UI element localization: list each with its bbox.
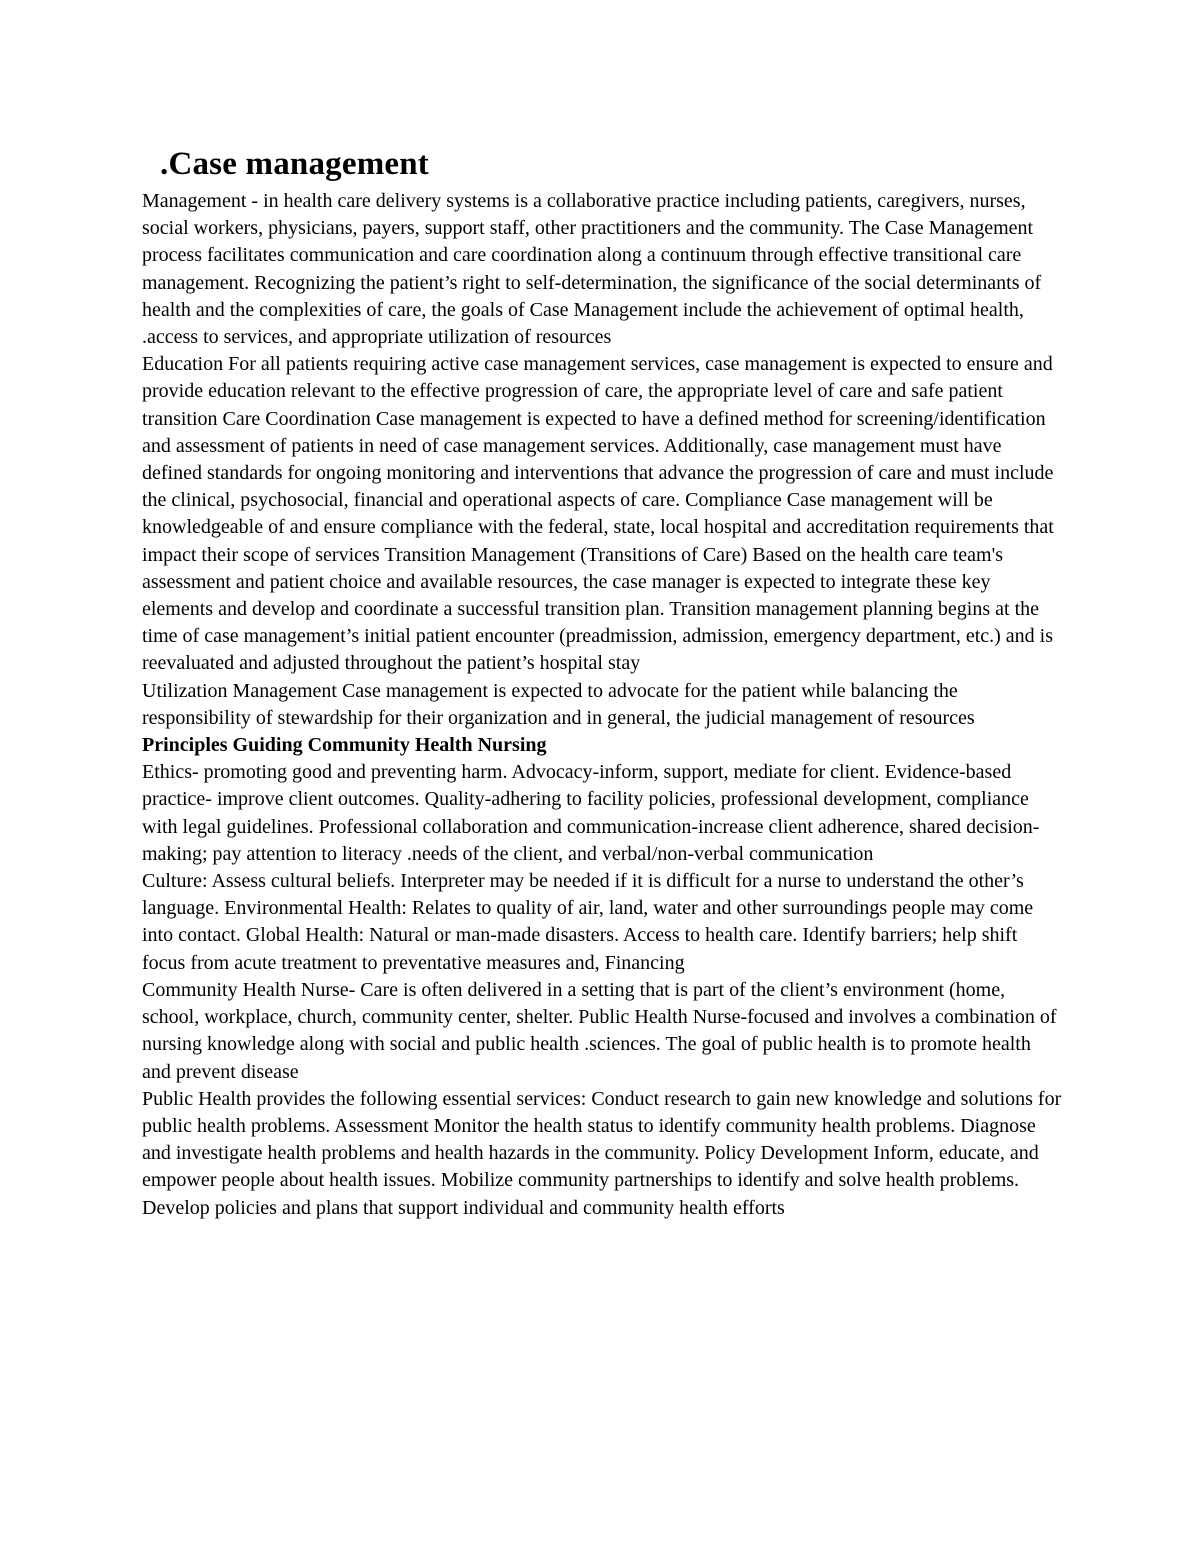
paragraph-public-health-services: Public Health provides the following essential services: Conduct research to gain new knowledge and solutions for public health problems. Assessment Monitor the health status to identify community health problems. Diagnose and investigate health problems and health hazards in the community. Policy Development Inform, educate, and empower people about health issues. Mobilize community partnerships to identify and solve health problems. Develop policies and plans that support individual and community health efforts	[142, 1087, 1062, 1219]
paragraph-community-health-nurse: Community Health Nurse- Care is often delivered in a setting that is part of the client’s environment (home, school, workplace, church, community center, shelter. Public Health Nurse-focused and involves a combination of nursing knowledge along with social and public health .sciences. The goal of public health is to promote health and prevent disease	[142, 978, 1057, 1083]
paragraph-utilization-management: Utilization Management Case management is expected to advocate for the patient while balancing the responsibility of stewardship for their organization and in general, the judicial management of resources	[142, 679, 975, 729]
paragraph-education-care-coordination: Education For all patients requiring active case management services, case management is expected to ensure and provide education relevant to the effective progression of care, the appropriate level of care and safe patient transition Care Coordination Case management is expected to have a defined method for screening/identification and assessment of patients in need of case management services. Additionally, case management must have defined standards for ongoing monitoring and interventions that advance the progression of care and must include the clinical, psychosocial, financial and operational aspects of care. Compliance Case management will be knowledgeable of and ensure compliance with the federal, state, local hospital and accreditation requirements that impact their scope of services Transition Management (Transitions of Care) Based on the health care team's assessment and patient choice and available resources, the case manager is expected to integrate these key elements and develop and coordinate a successful transition plan. Transition management planning begins at the time of case management’s initial patient encounter (preadmission, admission, emergency department, etc.) and is reevaluated and adjusted throughout the patient’s hospital stay	[142, 353, 1054, 675]
document-title: .Case management	[160, 146, 429, 182]
document-page	[142, 142, 1064, 1222]
paragraph-ethics: Ethics- promoting good and preventing harm. Advocacy-inform, support, mediate for client. Evidence-based practice- improve client outcomes. Quality-adhering to facility policies, professional development, compliance with legal guidelines. Professional collaboration and communication-increase client adherence, shared decision-making; pay attention to literacy .needs of the client, and verbal/non-verbal communication	[142, 761, 1040, 865]
paragraph-culture: Culture: Assess cultural beliefs. Interpreter may be needed if it is difficult for a nurse to understand the other’s language. Environmental Health: Relates to quality of air, land, water and other surroundings people may come into contact. Global Health: Natural or man-made disasters. Access to health care. Identify barriers; help shift focus from acute treatment to preventative measures and, Financing	[142, 870, 1034, 974]
section-heading-principles: Principles Guiding Community Health Nursing	[142, 734, 547, 757]
paragraph-case-management-definition: Management - in health care delivery systems is a collaborative practice including patients, caregivers, nurses, social workers, physicians, payers, support staff, other practitioners and the community. The Case Management process facilitates communication and care coordination along a continuum through effective transitional care management. Recognizing the patient’s right to self-determination, the significance of the social determinants of health and the complexities of care, the goals of Case Management include the achievement of optimal health, .access to services, and appropriate utilization of resources	[142, 190, 1042, 349]
